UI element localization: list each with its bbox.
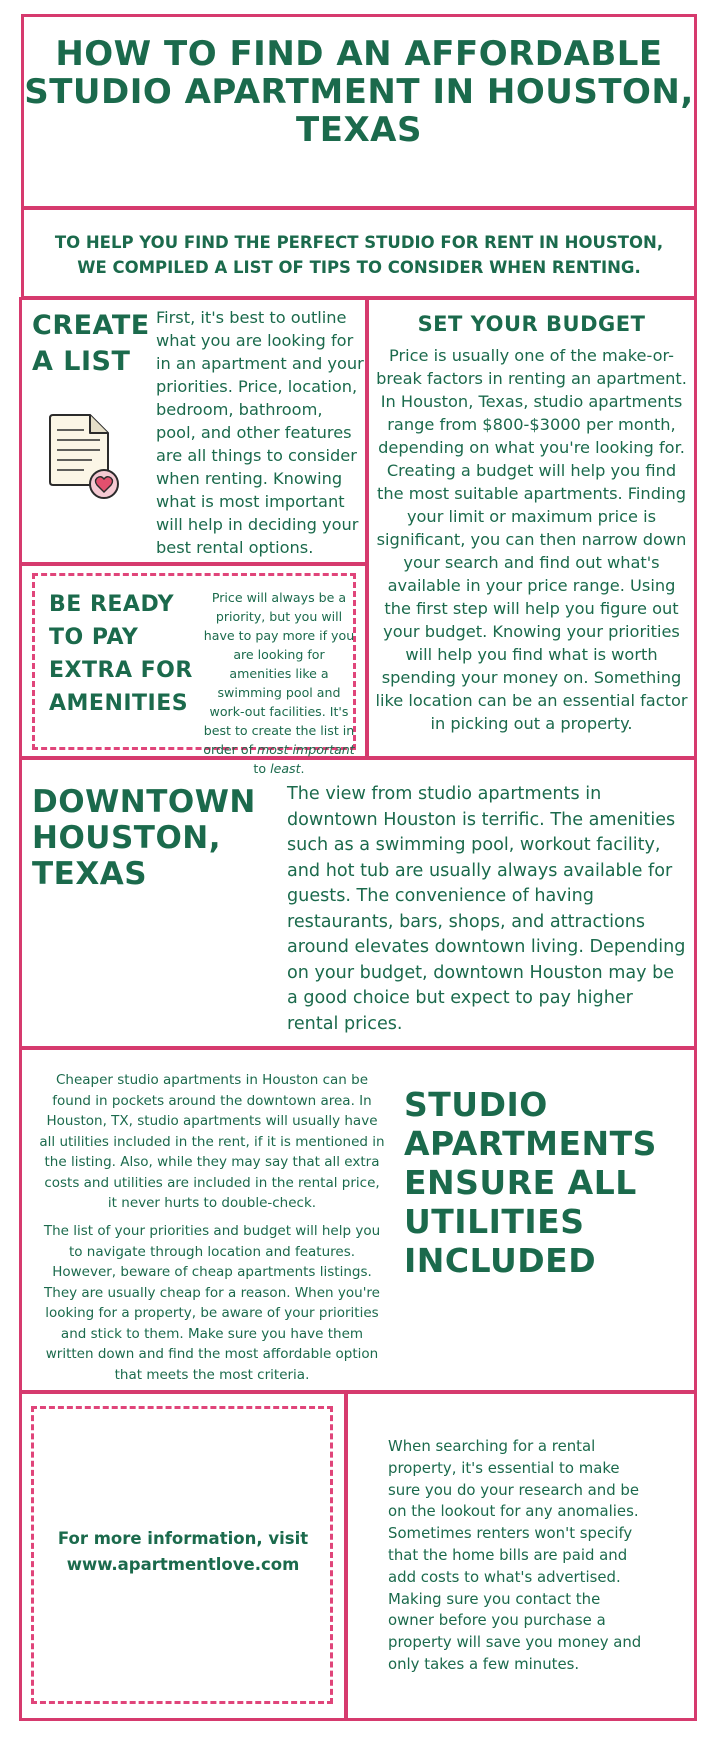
studio-text-2: The list of your priorities and budget will help you to navigate through location and features. However, beware of cheap apartments listings. They are usually cheap for a reason. When you're looking for a property, be aware of your priorities and stick to them. Make sure you have them written down and find the most affordable option that meets the most criteria. [43,1223,381,1383]
amenities-text-emphasis-1: most important [257,742,355,757]
studio-text-1: Cheaper studio apartments in Houston can be found in pockets around the downtown area. In Houston, TX, studio apartments will usually have all utilities included in the rent, if it is mentioned in the listing. Also, while they may say that all extra costs and utilities are included in the rental price, it never hurts to double-check. [39,1072,385,1211]
budget-text: Price is usually one of the make-or-break factors in renting an apartment. In Houston, Texas, studio apartments range from $800-$3000 per month, depending on what you're looking for. Creating a budget will help you find the most suitable apartments. Finding your limit or maximum price is significant, you can then narrow down your search and find out what's available in your price range. Using the first step will help you figure out your budget. Knowing your priorities will help you find what is worth spending your money on. Something like location can be an essential factor in picking out a property. [375,346,688,733]
amenities-text-end: . [300,761,305,776]
studio-heading: STUDIO APARTMENTS ENSURE ALL UTILITIES INCLUDED [404,1085,657,1280]
create-list-heading: CREATE A LIST [32,310,150,377]
anomalies-section [345,1391,697,1721]
budget-section [366,297,697,759]
title-section [21,14,697,209]
create-list-section [19,297,368,565]
anomalies-text: When searching for a rental property, it's essential to make sure you do your research and be on the lookout for any anomalies. Sometimes renters won't specify that the home bills are paid and add costs to what's advertised. Making sure you contact the owner before you purchase a property will save you money and only takes a few minutes. [388,1437,642,1673]
amenities-text-mid: to [253,761,271,776]
amenities-dashed-frame [32,573,356,776]
amenities-section [19,563,368,776]
amenities-text-emphasis-2: least [270,761,301,776]
amenities-heading: BE READY TO PAY EXTRA FOR AMENITIES [49,592,193,716]
downtown-heading: DOWNTOWN HOUSTON, TEXAS [32,784,256,892]
more-info-section [19,1391,347,1721]
page-title: HOW TO FIND AN AFFORDABLE STUDIO APARTMENT IN HOUSTON, TEXAS [24,34,694,150]
subtitle: TO HELP YOU FIND THE PERFECT STUDIO FOR RENT IN HOUSTON, WE COMPILED A LIST OF TIPS TO CONSIDER WHEN RENTING. [54,233,664,277]
subtitle-section [21,207,697,299]
budget-heading: SET YOUR BUDGET [417,312,646,336]
downtown-section [19,757,697,1049]
checklist-heart-icon [46,412,120,504]
more-info-link-text[interactable]: For more information, visit www.apartmentlove.com [57,1529,309,1574]
create-list-text: First, it's best to outline what you are looking for in an apartment and your priorities. Price, location, bedroom, bathroom, pool, and other features are all things to consider when renting. Knowing what is most important will help in deciding your best rental options. [156,308,364,557]
amenities-text [203,588,355,778]
downtown-text: The view from studio apartments in downtown Houston is terrific. The amenities such as a swimming pool, workout facility, and hot tub are usually always available for guests. The convenience of having restaurants, bars, shops, and attractions around elevates downtown living. Depending on your budget, downtown Houston may be a good choice but expect to pay higher rental prices. [287,784,686,1034]
amenities-text-main: Price will always be a priority, but you will have to pay more if you are looking for amenities like a swimming pool and work-out facilities. It's best to create the list in order of [203,590,355,757]
studio-section [19,1047,697,1393]
